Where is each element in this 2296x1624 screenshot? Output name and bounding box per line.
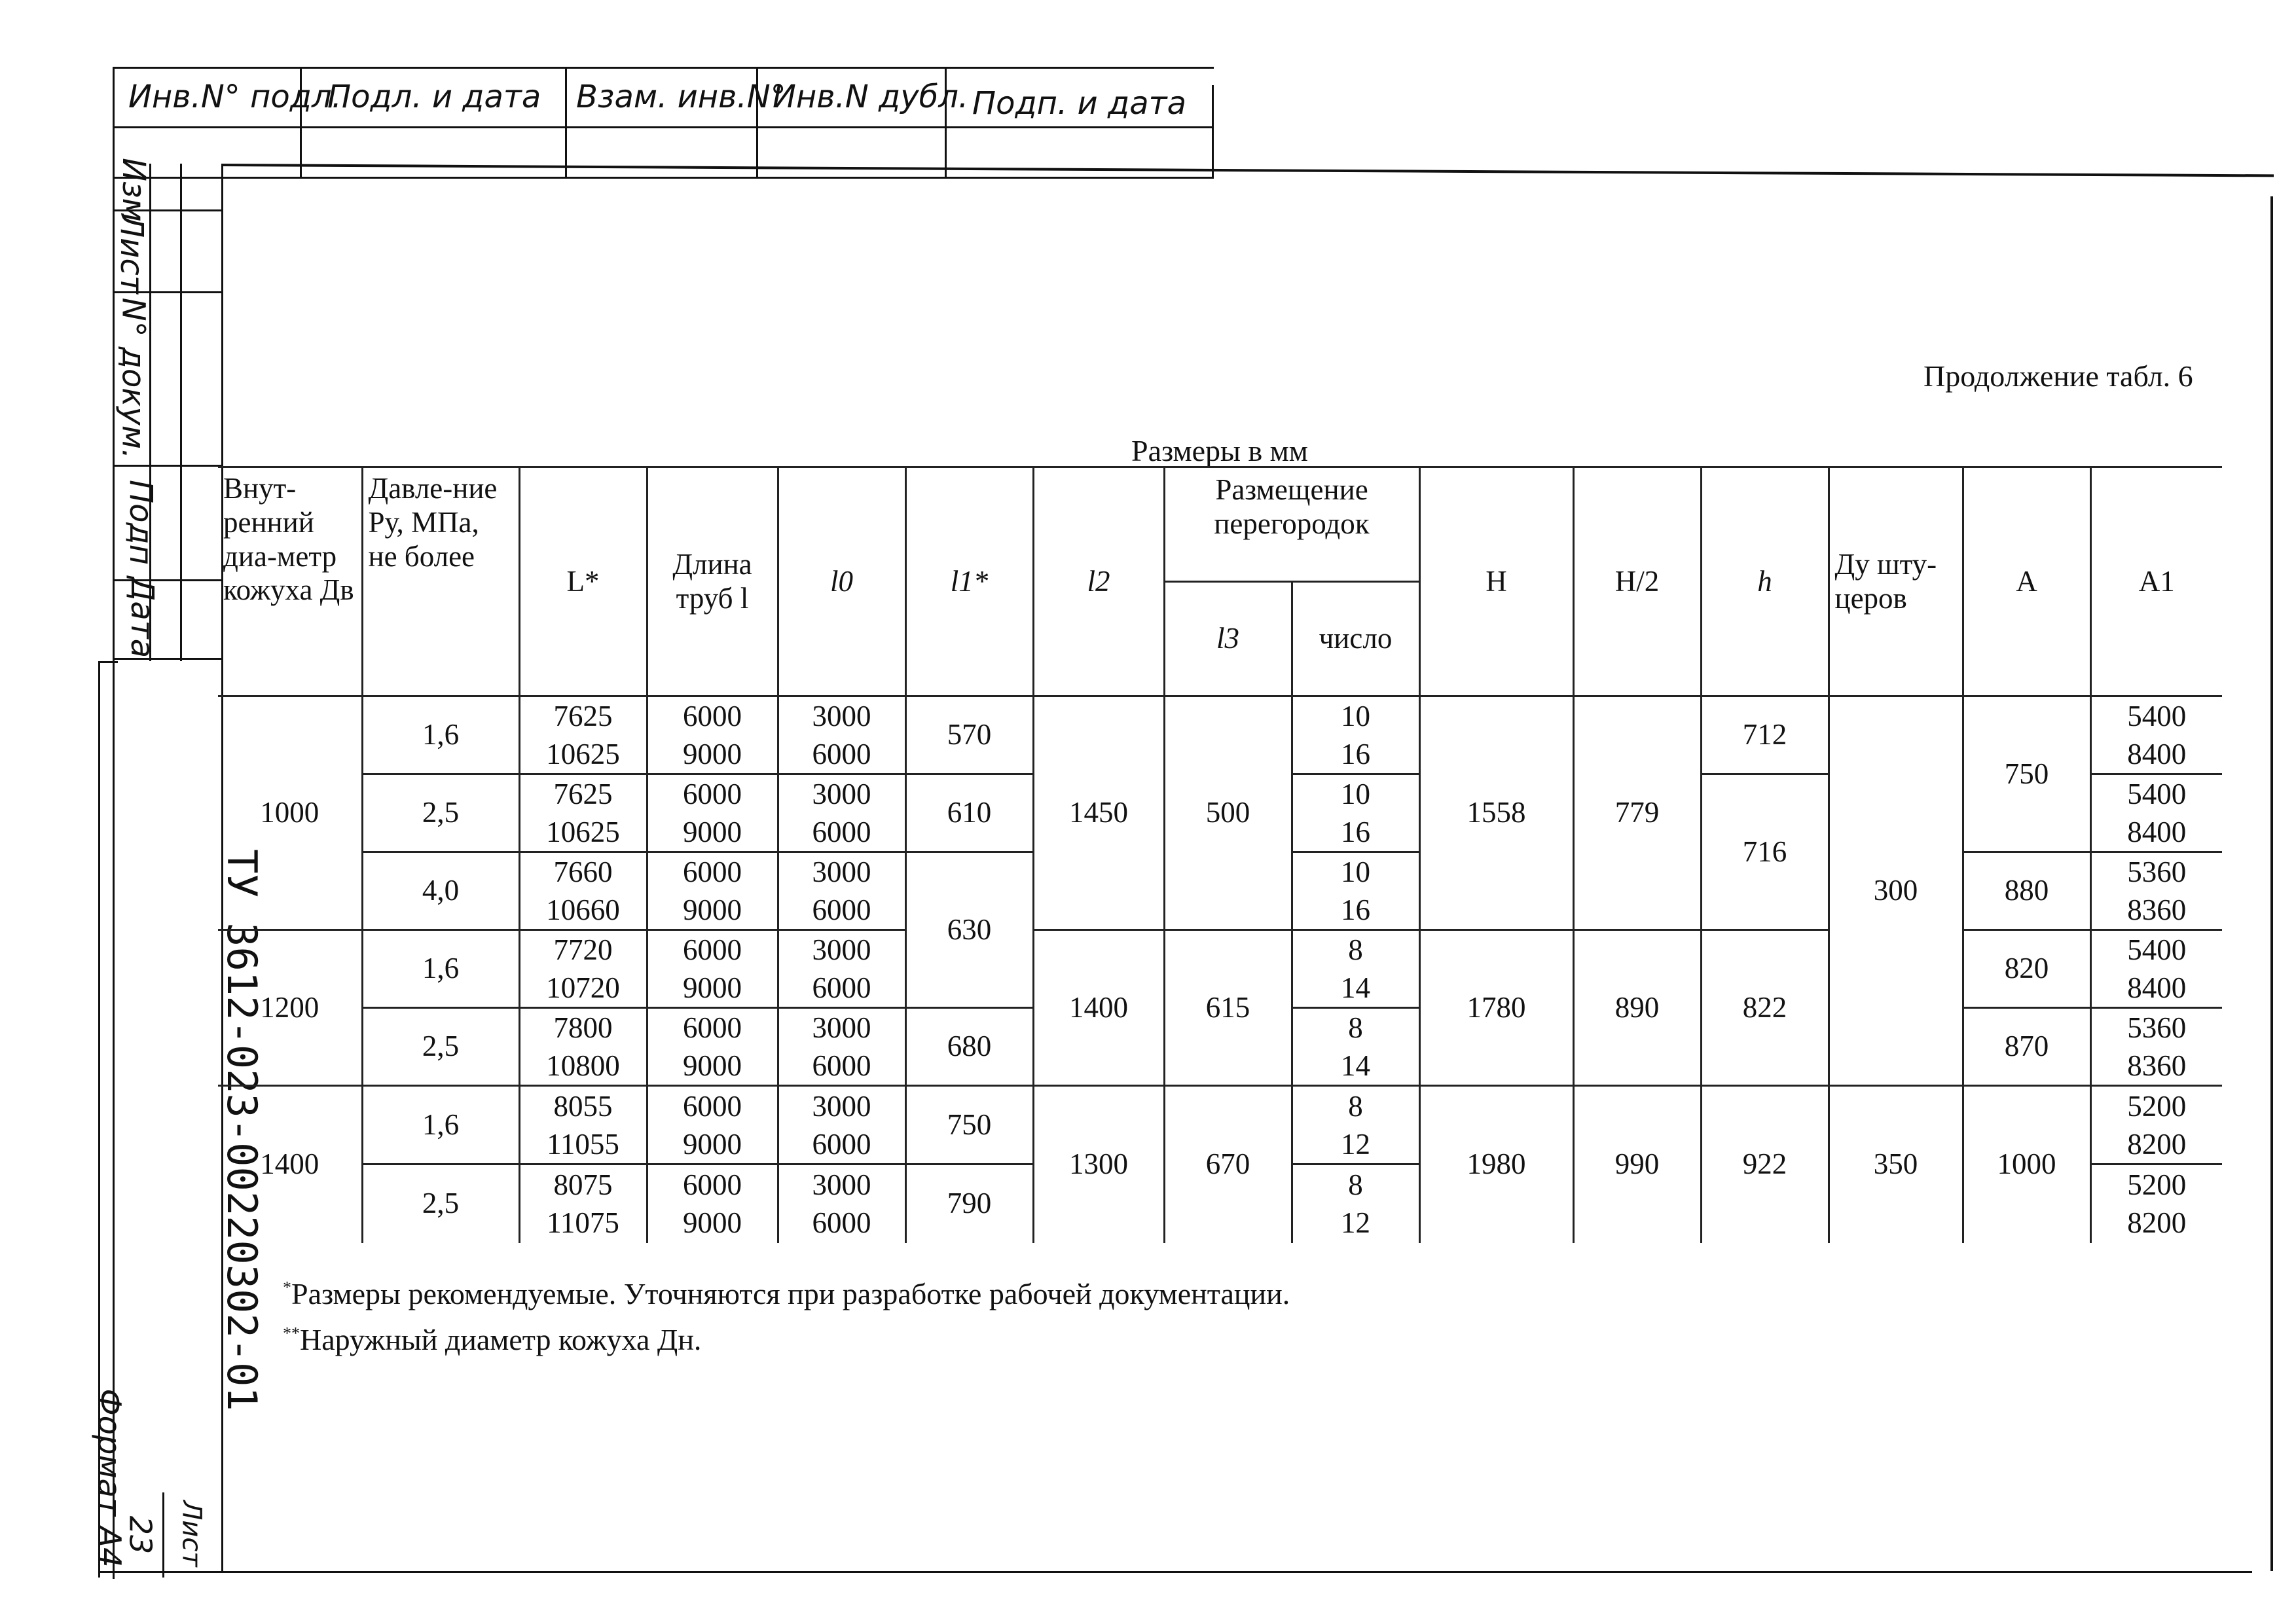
- side-label-list: Лист: [113, 214, 150, 294]
- cell-A1: 5400 8400: [2090, 696, 2222, 774]
- cell-tube-length: 6000 9000: [647, 696, 778, 774]
- cell-pressure: 4,0: [362, 852, 519, 930]
- cell-pressure: 1,6: [362, 696, 519, 774]
- footnote-1-mark: *: [283, 1278, 291, 1297]
- cell-A: 870: [1963, 1008, 2090, 1086]
- header-H2: H/2: [1573, 467, 1701, 696]
- cell-h: 822: [1701, 930, 1829, 1086]
- cell-A: 1000: [1963, 1086, 2090, 1243]
- cell-A: 750: [1963, 696, 2090, 852]
- side-label-dokum: N° докум.: [115, 297, 152, 460]
- cell-A1: 5360 8360: [2090, 852, 2222, 930]
- cell-count: 8 12: [1292, 1086, 1419, 1164]
- cell-A1: 5360 8360: [2090, 1008, 2222, 1086]
- cell-L: 7800 10800: [519, 1008, 647, 1086]
- sheet-label: Лист: [176, 1500, 207, 1567]
- header-h: h: [1701, 467, 1829, 696]
- cell-l2: 1300: [1033, 1086, 1164, 1243]
- cell-H: 1558: [1419, 696, 1573, 930]
- header-H: H: [1419, 467, 1573, 696]
- cell-l3: 670: [1164, 1086, 1292, 1243]
- side-label-izm: Изм: [115, 158, 152, 222]
- header-l2: l2: [1033, 467, 1164, 696]
- cell-H2: 990: [1573, 1086, 1701, 1243]
- stamp-cell-vzam: Взам. инв.N°: [576, 79, 786, 115]
- cell-diameter: 1200: [218, 930, 362, 1086]
- designation: ТУ 3612-023-00220302-01: [217, 849, 266, 1411]
- cell-tube-length: 6000 9000: [647, 774, 778, 852]
- cell-H2: 779: [1573, 696, 1701, 930]
- cell-A1: 5200 8200: [2090, 1164, 2222, 1243]
- cell-A1: 5200 8200: [2090, 1086, 2222, 1164]
- cell-diameter: 1400: [260, 1147, 319, 1181]
- continuation-label: Продолжение табл. 6: [1923, 359, 2193, 393]
- cell-H: 1780: [1419, 930, 1573, 1086]
- cell-A1: 5400 8400: [2090, 774, 2222, 852]
- cell-A1: 5400 8400: [2090, 930, 2222, 1008]
- footnote-2: **Наружный диаметр кожуха Дн.: [283, 1323, 702, 1356]
- header-l0: l0: [778, 467, 905, 696]
- side-label-data: Дата: [124, 576, 161, 659]
- cell-L: 7660 10660: [519, 852, 647, 930]
- cell-l1: 610: [905, 774, 1033, 852]
- cell-count: 8 14: [1292, 1008, 1419, 1086]
- cell-l0: 3000 6000: [778, 1086, 905, 1164]
- table-row: [218, 696, 2222, 774]
- cell-l2: 1450: [1033, 696, 1164, 930]
- stamp-cell-inv-dubl: Инв.N дубл.: [773, 79, 969, 115]
- cell-H2: 890: [1573, 930, 1701, 1086]
- cell-pressure: 1,6: [362, 1086, 519, 1164]
- cell-diameter: 1000: [218, 696, 362, 930]
- cell-h: 712: [1701, 696, 1829, 774]
- cell-l1: 680: [905, 1008, 1033, 1086]
- cell-l2: 1400: [1033, 930, 1164, 1086]
- cell-L: 7625 10625: [519, 774, 647, 852]
- header-diameter: Внут-ренний диа-метр кожуха Дв: [218, 467, 362, 696]
- format-label: Формат А4: [90, 1388, 128, 1568]
- cell-count: 10 16: [1292, 774, 1419, 852]
- cell-tube-length: 6000 9000: [647, 930, 778, 1008]
- cell-count: 10 16: [1292, 696, 1419, 774]
- cell-count: 8 12: [1292, 1164, 1419, 1243]
- cell-pressure: 1,6: [362, 930, 519, 1008]
- cell-tube-length: 6000 9000: [647, 852, 778, 930]
- header-tube-length: Длина труб l: [647, 467, 778, 696]
- cell-tube-length: 6000 9000: [647, 1008, 778, 1086]
- units-label: Размеры в мм: [1131, 434, 1308, 467]
- cell-l0: 3000 6000: [778, 1164, 905, 1243]
- cell-L: 7720 10720: [519, 930, 647, 1008]
- table-row: [218, 1086, 2222, 1164]
- cell-l1: 790: [905, 1164, 1033, 1243]
- sheet-number: 23: [122, 1515, 158, 1555]
- cell-l0: 3000 6000: [778, 696, 905, 774]
- header-L: L*: [519, 467, 647, 696]
- header-pressure: Давле-ние Ру, МПа, не более: [362, 467, 519, 696]
- header-count: число: [1292, 582, 1419, 696]
- cell-pressure: 2,5: [362, 1164, 519, 1243]
- stamp-cell-podp-data: Подп. и дата: [972, 85, 1186, 122]
- stamp-cell-inv-podl: Инв.N° подл.: [128, 79, 342, 115]
- dimensions-table: [218, 466, 2222, 1243]
- cell-pressure: 2,5: [362, 1008, 519, 1086]
- cell-h: 922: [1701, 1086, 1829, 1243]
- cell-l0: 3000 6000: [778, 930, 905, 1008]
- cell-l0: 3000 6000: [778, 774, 905, 852]
- cell-L: 8075 11075: [519, 1164, 647, 1243]
- header-baffles: Размещение перегородок: [1164, 467, 1419, 582]
- cell-l1: 630: [905, 852, 1033, 1008]
- cell-tube-length: 6000 9000: [647, 1086, 778, 1164]
- cell-tube-length: 6000 9000: [647, 1164, 778, 1243]
- header-A: A: [1963, 467, 2090, 696]
- cell-du: 350: [1829, 1086, 1963, 1243]
- footnote-1: *Размеры рекомендуемые. Уточняются при разработке рабочей документации.: [283, 1277, 1290, 1310]
- cell-L: 7625 10625: [519, 696, 647, 774]
- stamp-cell-podl-data: Подл. и дата: [327, 79, 541, 115]
- cell-count: 10 16: [1292, 852, 1419, 930]
- cell-h: 716: [1701, 774, 1829, 930]
- header-A1: A1: [2090, 467, 2222, 696]
- header-du: Ду шту-церов: [1829, 467, 1963, 696]
- cell-l1: 750: [905, 1086, 1033, 1164]
- cell-l3: 500: [1164, 696, 1292, 930]
- cell-pressure: 2,5: [362, 774, 519, 852]
- cell-count: 8 14: [1292, 930, 1419, 1008]
- side-label-podp: Подп: [122, 479, 160, 566]
- cell-l0: 3000 6000: [778, 852, 905, 930]
- cell-du: 300: [1829, 696, 1963, 1086]
- cell-l1: 570: [905, 696, 1033, 774]
- cell-H: 1980: [1419, 1086, 1573, 1243]
- cell-A: 820: [1963, 930, 2090, 1008]
- cell-L: 8055 11055: [519, 1086, 647, 1164]
- cell-l3: 615: [1164, 930, 1292, 1086]
- header-l1: l1*: [905, 467, 1033, 696]
- header-l3: l3: [1164, 582, 1292, 696]
- footnote-2-mark: **: [283, 1324, 300, 1343]
- cell-A: 880: [1963, 852, 2090, 930]
- cell-l0: 3000 6000: [778, 1008, 905, 1086]
